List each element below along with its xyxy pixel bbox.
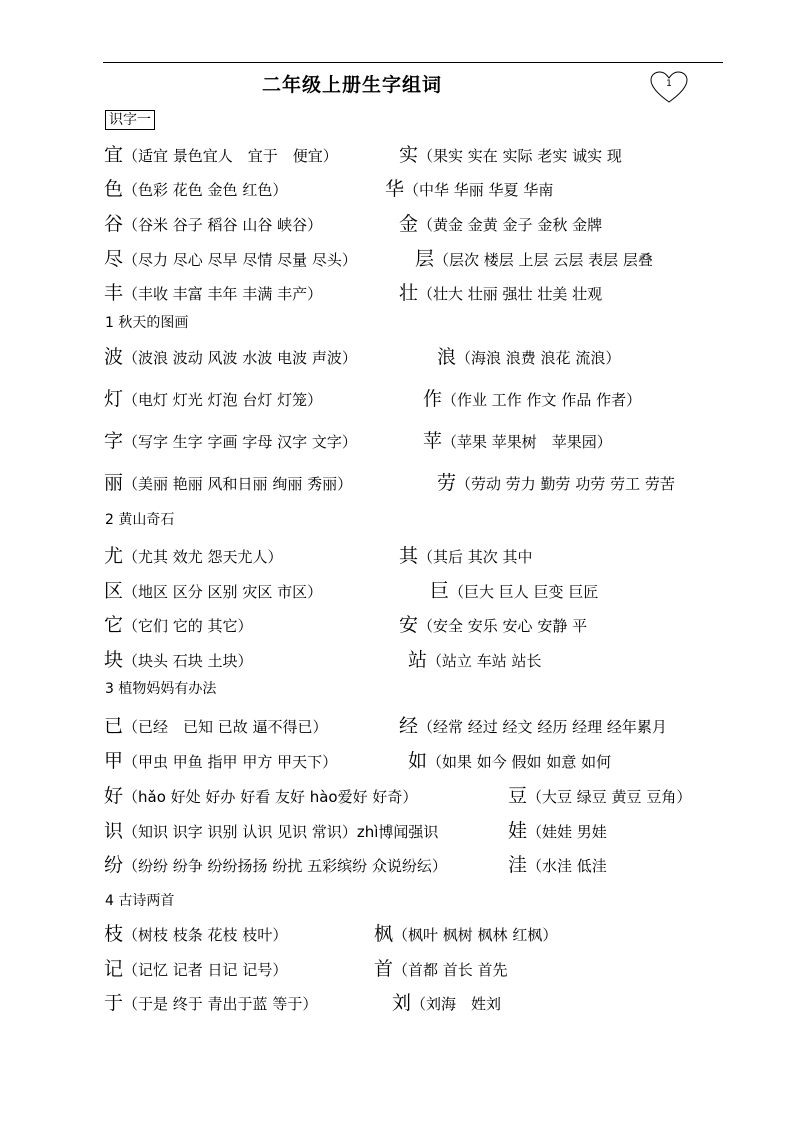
entry-char: 它 (104, 614, 124, 636)
entry-words: （站立 车站 站长 (427, 652, 542, 670)
word-entry (104, 546, 283, 567)
entry-char: 已 (104, 715, 124, 737)
entry-char: 区 (104, 580, 124, 602)
word-entry (104, 615, 253, 636)
entry-char: 尤 (104, 545, 124, 567)
word-entry (104, 179, 287, 200)
section-heading-1: 1 秋天的图画 (105, 315, 189, 331)
word-entry (104, 924, 287, 945)
entry-char: 浪 (437, 346, 457, 368)
entry-char: 洼 (508, 854, 528, 876)
entry-words: （海浪 浪费 浪花 流浪） (456, 349, 621, 367)
entry-words: （果实 实在 实际 老实 诚实 现 (418, 147, 622, 165)
word-entry (104, 650, 253, 671)
word-entry (430, 581, 598, 602)
entry-char: 作 (423, 388, 443, 410)
entry-words: （安全 安乐 安心 安静 平 (418, 617, 588, 635)
entry-words: （黄金 金黄 金子 金秋 金牌 (418, 216, 603, 234)
entry-words: （尽力 尽心 尽早 尽情 尽量 尽头） (123, 251, 357, 269)
word-entry (508, 786, 691, 807)
entry-char: 纷 (104, 854, 124, 876)
word-entry (399, 716, 667, 737)
entry-words: （劳动 劳力 勤劳 功劳 劳工 劳苦 (456, 475, 675, 493)
entry-words: （层次 楼层 上层 云层 表层 层叠 (434, 251, 653, 269)
entry-char: 金 (399, 213, 419, 235)
entry-char: 好 (104, 785, 124, 807)
word-entry (104, 283, 322, 304)
entry-char: 灯 (104, 388, 124, 410)
entry-char: 尽 (104, 248, 124, 270)
entry-words: （首都 首长 首先 (393, 961, 508, 979)
entry-char: 甲 (104, 750, 124, 772)
entry-words: （hǎo 好处 好办 好看 友好 hào爱好 好奇） (123, 788, 418, 806)
entry-char: 谷 (104, 213, 124, 235)
entry-words: （美丽 艳丽 风和日丽 绚丽 秀丽） (123, 475, 353, 493)
entry-char: 块 (104, 649, 124, 671)
entry-words: （枫叶 枫树 枫林 红枫） (393, 926, 558, 944)
word-entry (399, 283, 602, 304)
word-entry (104, 855, 447, 876)
entry-words: （经常 经过 经文 经历 经理 经年累月 (418, 718, 667, 736)
entry-char: 苹 (423, 430, 443, 452)
word-entry (423, 389, 641, 410)
entry-char: 丰 (104, 282, 124, 304)
entry-words: （适宜 景色宜人 宜于 便宜） (123, 147, 338, 165)
entry-words: （壮大 壮丽 强壮 壮美 壮观 (418, 285, 603, 303)
entry-char: 首 (374, 958, 394, 980)
entry-words: （大豆 绿豆 黄豆 豆角） (527, 788, 692, 806)
entry-words: （作业 工作 作文 作品 作者） (442, 391, 642, 409)
entry-char: 其 (399, 545, 419, 567)
entry-words: （水洼 低洼 (527, 857, 607, 875)
word-entry (104, 821, 438, 842)
word-entry (508, 821, 607, 842)
entry-words: （于是 终于 青出于蓝 等于） (123, 995, 318, 1013)
word-entry (374, 959, 508, 980)
entry-words: （娃娃 男娃 (527, 823, 607, 841)
word-entry (104, 145, 338, 166)
word-entry (104, 249, 357, 270)
word-entry (408, 751, 611, 772)
word-entry (399, 145, 622, 166)
entry-char: 波 (104, 346, 124, 368)
entry-words: （知识 识字 识别 认识 见识 常识）zhì博闻强识 (123, 823, 439, 841)
entry-char: 壮 (399, 282, 419, 304)
entry-words: （刘海 姓刘 (411, 995, 502, 1013)
word-entry (104, 214, 322, 235)
entry-words: （如果 如今 假如 如意 如何 (427, 753, 612, 771)
entry-char: 枝 (104, 923, 124, 945)
entry-char: 站 (408, 649, 428, 671)
entry-words: （谷米 谷子 稻谷 山谷 峡谷） (123, 216, 323, 234)
page-title: 二年级上册生字组词 (262, 74, 443, 96)
section-heading-3: 3 植物妈妈有办法 (105, 681, 217, 697)
heart-icon (649, 70, 689, 104)
entry-words: （地区 区分 区别 灾区 市区） (123, 583, 323, 601)
entry-char: 记 (104, 958, 124, 980)
entry-char: 华 (385, 178, 405, 200)
entry-words: （树枝 枝条 花枝 枝叶） (123, 926, 288, 944)
entry-char: 安 (399, 614, 419, 636)
word-entry (104, 347, 357, 368)
entry-char: 丽 (104, 472, 124, 494)
entry-words: （它们 它的 其它） (123, 617, 253, 635)
entry-char: 娃 (508, 820, 528, 842)
entry-char: 于 (104, 992, 124, 1014)
word-entry (104, 389, 322, 410)
entry-char: 枫 (374, 923, 394, 945)
word-entry (399, 615, 587, 636)
word-entry (104, 716, 328, 737)
word-entry (104, 473, 352, 494)
word-entry (415, 249, 653, 270)
word-entry (385, 179, 553, 200)
entry-char: 如 (408, 750, 428, 772)
entry-words: （其后 其次 其中 (418, 548, 533, 566)
entry-words: （丰收 丰富 丰年 丰满 丰产） (123, 285, 323, 303)
entry-char: 刘 (392, 992, 412, 1014)
entry-words: （巨大 巨人 巨变 巨匠 (449, 583, 599, 601)
entry-words: （电灯 灯光 灯泡 台灯 灯笼） (123, 391, 323, 409)
entry-words: （纷纷 纷争 纷纷扬扬 纷扰 五彩缤纷 众说纷纭） (123, 857, 447, 875)
word-entry (392, 993, 501, 1014)
word-entry (408, 650, 542, 671)
entry-char: 巨 (430, 580, 450, 602)
word-entry (399, 214, 602, 235)
entry-char: 豆 (508, 785, 528, 807)
entry-char: 宜 (104, 144, 124, 166)
entry-char: 字 (104, 430, 124, 452)
entry-words: （苹果 苹果树 苹果园） (442, 433, 612, 451)
entry-words: （已经 已知 已故 逼不得已） (123, 718, 328, 736)
word-entry (104, 581, 322, 602)
entry-words: （色彩 花色 金色 红色） (123, 181, 288, 199)
word-entry (104, 786, 417, 807)
word-entry (374, 924, 557, 945)
word-entry (508, 855, 607, 876)
entry-words: （记忆 记者 日记 记号） (123, 961, 288, 979)
word-entry (104, 751, 337, 772)
section-heading-4: 4 古诗两首 (105, 893, 175, 909)
top-rule (103, 62, 723, 63)
entry-words: （中华 华丽 华夏 华南 (404, 181, 554, 199)
entry-char: 色 (104, 178, 124, 200)
word-entry (437, 347, 620, 368)
entry-char: 经 (399, 715, 419, 737)
entry-words: （尤其 效尤 怨天尤人） (123, 548, 283, 566)
word-entry (104, 959, 287, 980)
section-heading-2: 2 黄山奇石 (105, 512, 175, 528)
entry-words: （甲虫 甲鱼 指甲 甲方 甲天下） (123, 753, 338, 771)
word-entry (437, 473, 675, 494)
entry-words: （块头 石块 土块） (123, 652, 253, 670)
word-entry (423, 431, 612, 452)
entry-words: （写字 生字 字画 字母 汉字 文字） (123, 433, 357, 451)
entry-char: 实 (399, 144, 419, 166)
entry-char: 识 (104, 820, 124, 842)
word-entry (104, 993, 317, 1014)
page-number: 1 (666, 79, 672, 89)
entry-char: 层 (415, 248, 435, 270)
word-entry (104, 431, 357, 452)
entry-words: （波浪 波动 风波 水波 电波 声波） (123, 349, 357, 367)
word-entry (399, 546, 533, 567)
entry-char: 劳 (437, 472, 457, 494)
section-heading-0: 识字一 (105, 110, 155, 130)
